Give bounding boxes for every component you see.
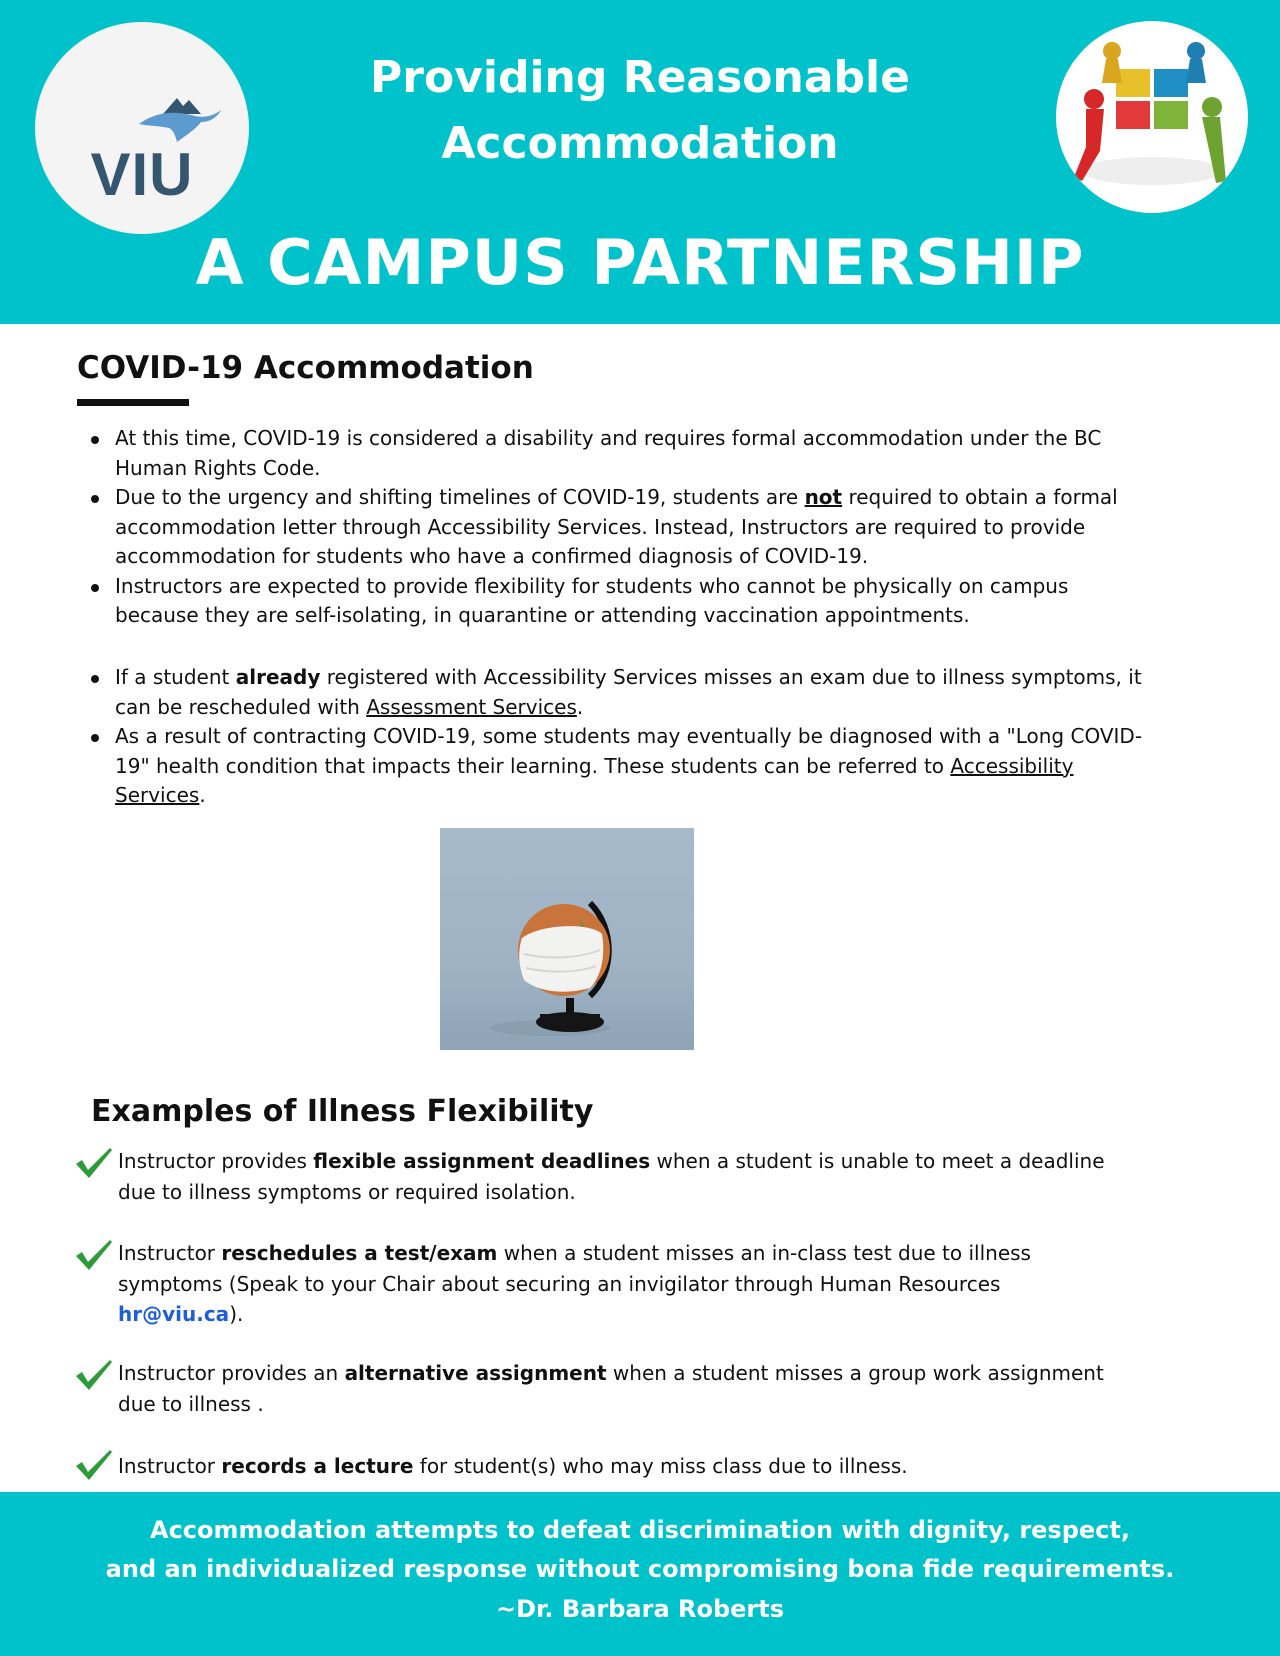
puzzle-people-icon xyxy=(1056,21,1248,213)
assessment-services-link[interactable]: Assessment Services xyxy=(366,694,577,719)
section-title-underline xyxy=(77,399,189,406)
flexibility-item: Instructor reschedules a test/exam when a student misses an in-class test due to illness symptoms (Speak to your Chair about securing an invigilator through Human Resources hr@viu.ca). xyxy=(118,1241,1031,1326)
flexibility-item: Instructor records a lecture for student(s) who may miss class due to illness. xyxy=(118,1454,908,1478)
checkmark-icon xyxy=(74,1448,114,1482)
flexibility-item: Instructor provides flexible assignment deadlines when a student is unable to meet a deadline due to illness symptoms or required isolation. xyxy=(118,1149,1105,1204)
flexibility-section-title: Examples of Illness Flexibility xyxy=(91,1094,594,1129)
checkmark-icon xyxy=(74,1358,114,1392)
header-title-line-1: Providing Reasonable xyxy=(370,52,910,103)
hr-email-link[interactable]: hr@viu.ca xyxy=(118,1302,230,1326)
accessibility-services-link[interactable]: Accessibility Services xyxy=(115,753,1074,807)
masked-globe-photo xyxy=(440,828,694,1050)
checkmark-icon xyxy=(74,1146,114,1180)
bullet-item: As a result of contracting COVID-19, some students may eventually be diagnosed with a "Long COVID-19" health condition that impacts their learning. These students can be referred to Accessibility Services. xyxy=(88,722,1148,811)
checkmark-icon xyxy=(74,1238,114,1272)
bullet-item: If a student already registered with Accessibility Services misses an exam due to illness symptoms, it can be rescheduled with Assessment Services. xyxy=(88,663,1148,722)
covid-bullet-list-2 xyxy=(88,663,1148,811)
teamwork-puzzle-image xyxy=(1056,21,1248,213)
emphasis-not: not xyxy=(804,485,843,509)
covid-section-title: COVID-19 Accommodation xyxy=(77,350,534,386)
header-title-line-2: Accommodation xyxy=(441,118,839,169)
globe-with-mask-icon xyxy=(440,828,694,1050)
quote-attribution: ~Dr. Barbara Roberts xyxy=(495,1595,785,1623)
quote-line-2: and an individualized response without compromising bona fide requirements. xyxy=(105,1555,1175,1583)
bullet-item: Due to the urgency and shifting timelines of COVID-19, students are not required to obtain a formal accommodation letter through Accessibility Services. Instead, Instructors are required to provide accommodation for students who have a confirmed diagnosis of COVID-19. xyxy=(88,483,1148,572)
quote-line-1: Accommodation attempts to defeat discrimination with dignity, respect, xyxy=(150,1516,1130,1544)
header-subtitle: A CAMPUS PARTNERSHIP xyxy=(195,226,1085,299)
covid-bullet-list-1 xyxy=(88,424,1148,631)
flexibility-item: Instructor provides an alternative assignment when a student misses a group work assignment due to illness . xyxy=(118,1361,1104,1416)
bullet-item: At this time, COVID-19 is considered a disability and requires formal accommodation under the BC Human Rights Code. xyxy=(88,424,1148,483)
viu-logo-text: VIU xyxy=(90,141,194,208)
bullet-item: Instructors are expected to provide flexibility for students who cannot be physically on campus because they are self-isolating, in quarantine or attending vaccination appointments. xyxy=(88,572,1148,631)
